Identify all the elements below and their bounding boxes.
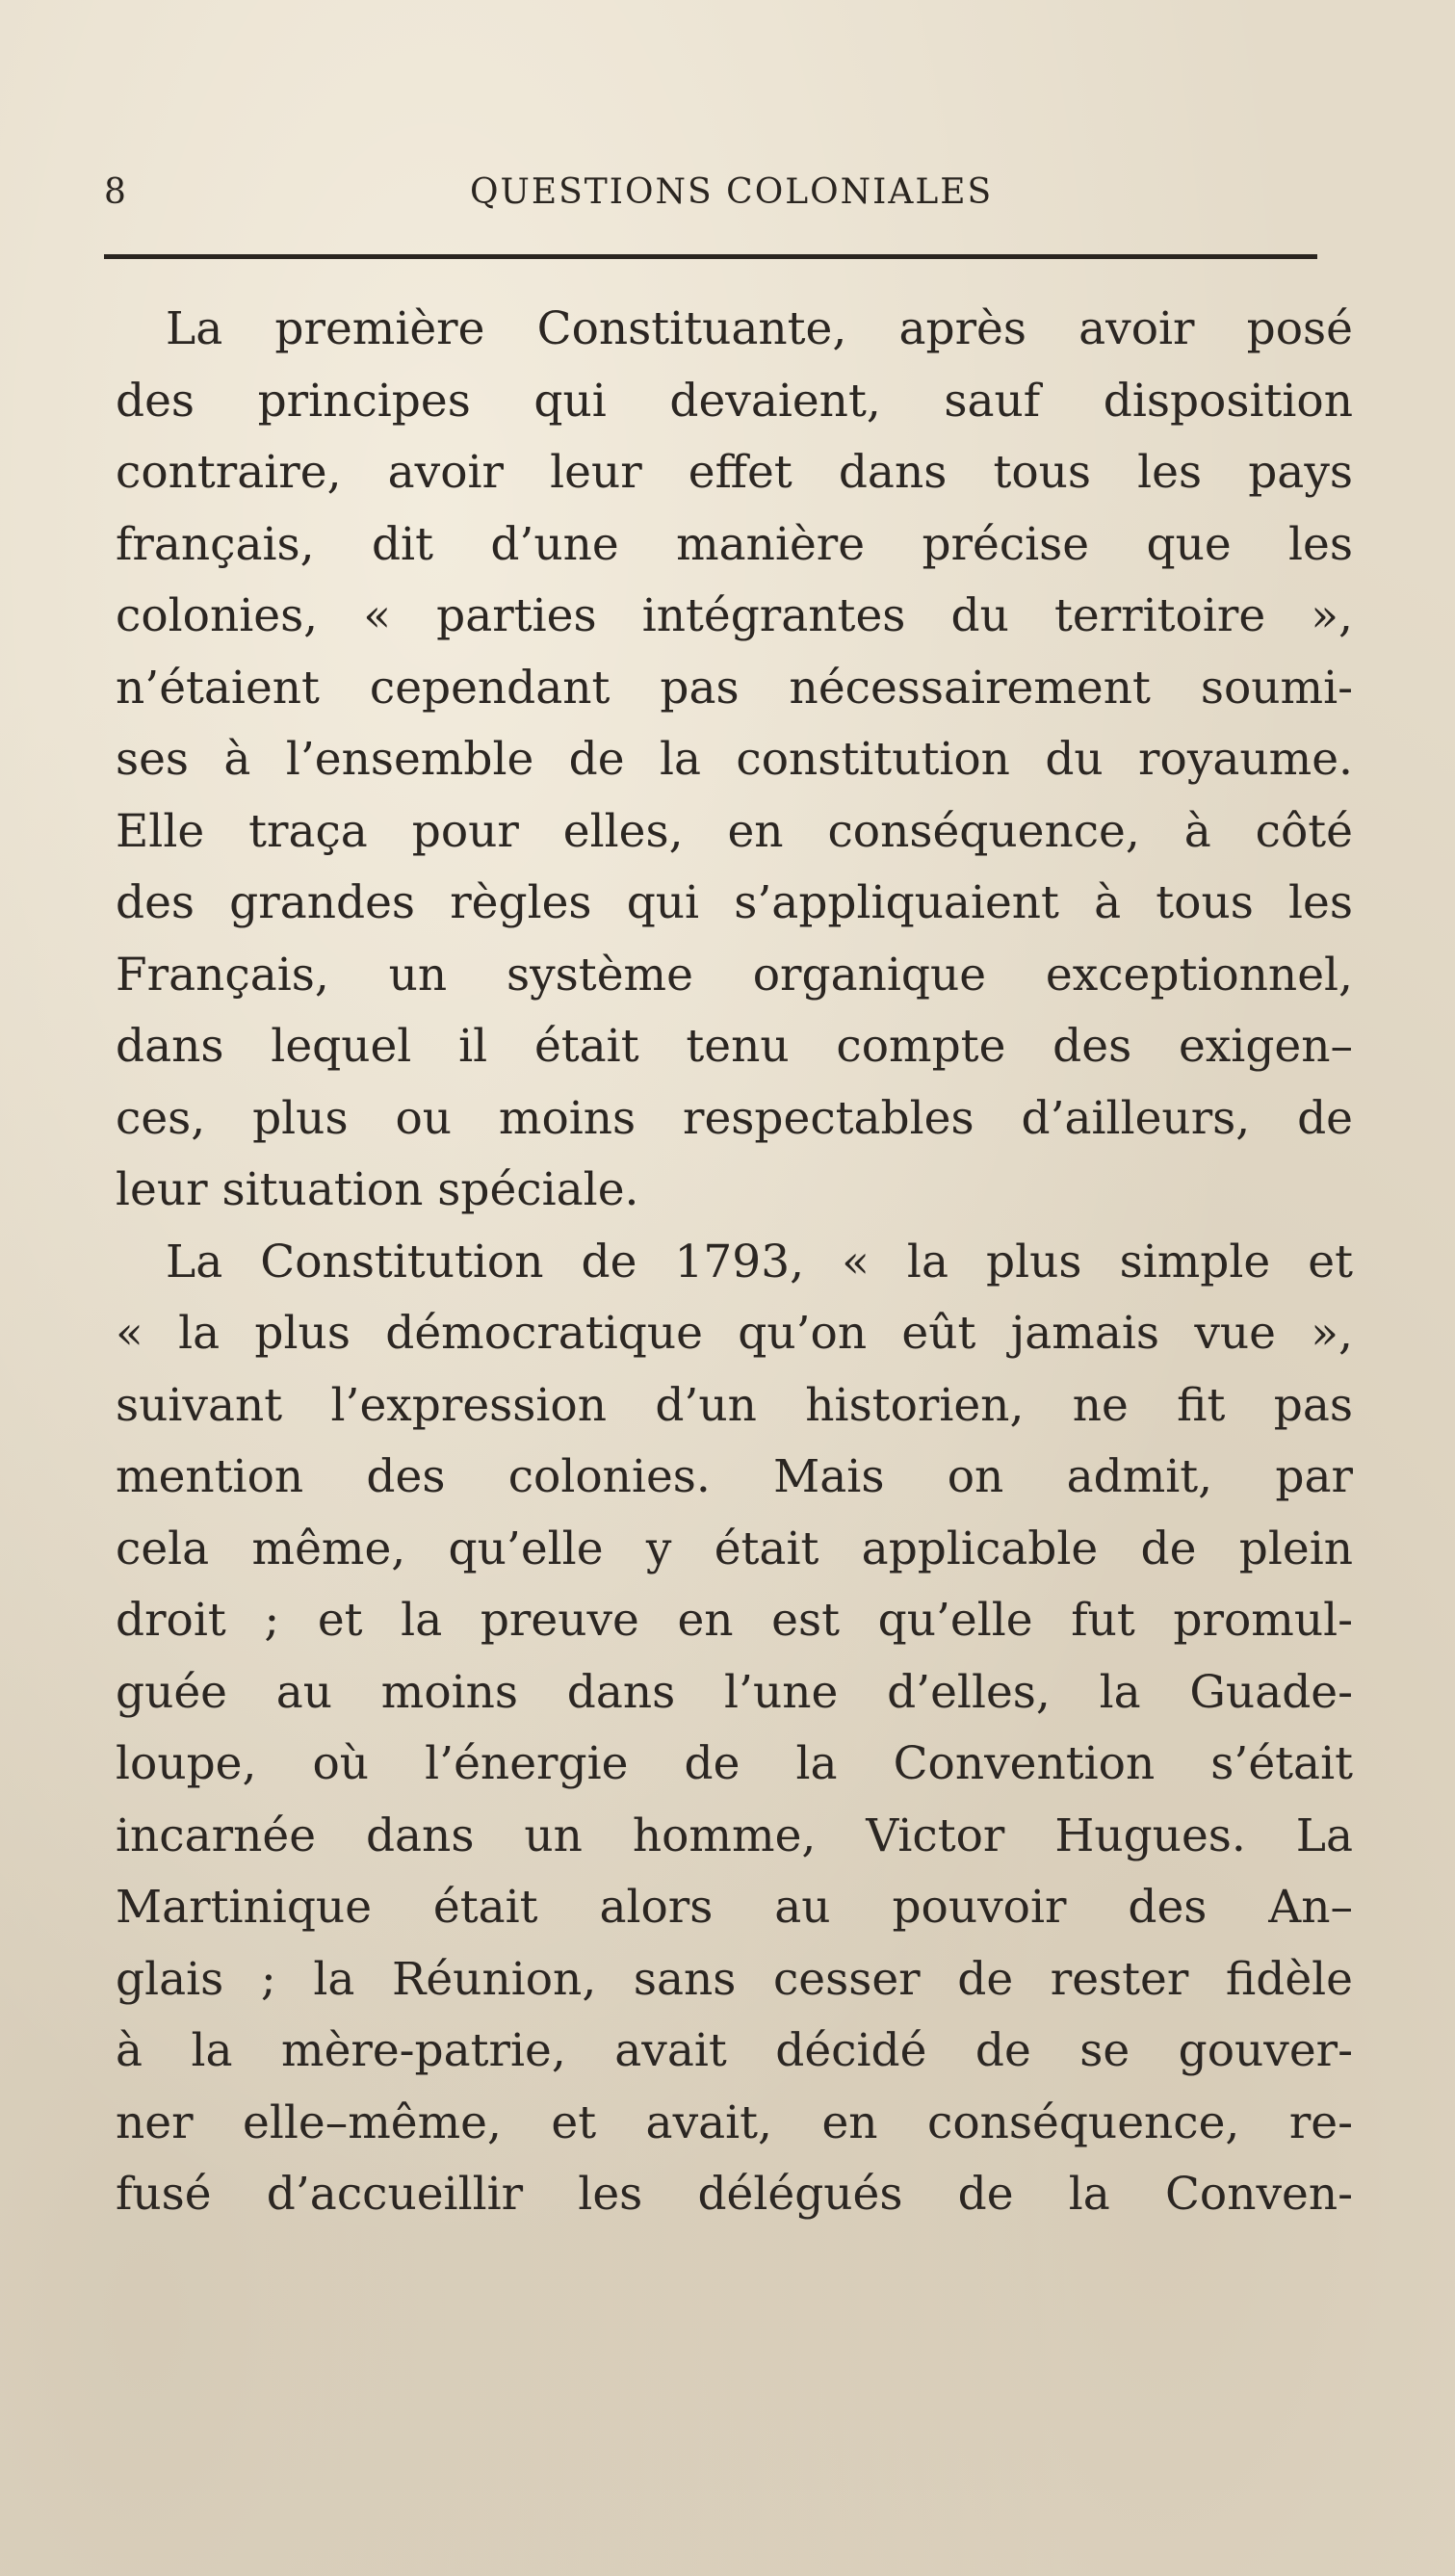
- text-line: des principes qui devaient, sauf disposition: [116, 374, 1353, 428]
- text-line: cela même, qu’elle y était applicable de plein: [116, 1522, 1353, 1575]
- text-line: dans lequel il était tenu compte des exigen–: [116, 1020, 1353, 1073]
- text-line: La première Constituante, après avoir posé: [166, 302, 1353, 355]
- text-line: des grandes règles qui s’appliquaient à tous les: [116, 876, 1353, 929]
- page-header: [104, 164, 1317, 221]
- text-line: leur situation spéciale.: [116, 1163, 639, 1216]
- text-line: Français, un système organique exceptionnel,: [116, 948, 1353, 1002]
- text-line: incarnée dans un homme, Victor Hugues. La: [116, 1808, 1353, 1862]
- text-line: ses à l’ensemble de la constitution du royaume.: [116, 733, 1353, 786]
- text-line: Elle traça pour elles, en conséquence, à côté: [116, 804, 1353, 858]
- text-line: colonies, « parties intégrantes du territoire »,: [116, 589, 1353, 642]
- text-line: mention des colonies. Mais on admit, par: [116, 1450, 1353, 1503]
- text-line: n’étaient cependant pas nécessairement soumi-: [116, 661, 1353, 715]
- body-text: [116, 294, 1353, 2231]
- text-line: guée au moins dans l’une d’elles, la Guade-: [116, 1665, 1353, 1719]
- text-line: français, dit d’une manière précise que les: [116, 517, 1353, 571]
- text-line: glais ; la Réunion, sans cesser de rester fidèle: [116, 1952, 1353, 2006]
- text-line: à la mère-patrie, avait décidé de se gouver-: [116, 2024, 1353, 2077]
- header-rule: [104, 254, 1317, 259]
- text-line: contraire, avoir leur effet dans tous les pays: [116, 446, 1353, 499]
- text-line: fusé d’accueillir les délégués de la Conven-: [116, 2168, 1353, 2221]
- page-number: 8: [104, 172, 126, 212]
- text-line: loupe, où l’énergie de la Convention s’était: [116, 1737, 1353, 1790]
- text-line: ner elle–même, et avait, en conséquence, re-: [116, 2095, 1353, 2149]
- text-line: La Constitution de 1793, « la plus simple et: [166, 1235, 1353, 1288]
- text-line: suivant l’expression d’un historien, ne fit pas: [116, 1378, 1353, 1432]
- text-line: ces, plus ou moins respectables d’ailleurs, de: [116, 1091, 1353, 1145]
- text-line: « la plus démocratique qu’on eût jamais vue »,: [116, 1307, 1353, 1360]
- text-line: Martinique était alors au pouvoir des An–: [116, 1881, 1353, 1934]
- text-line: droit ; et la preuve en est qu’elle fut promul-: [116, 1594, 1353, 1647]
- running-title: QUESTIONS COLONIALES: [470, 172, 994, 212]
